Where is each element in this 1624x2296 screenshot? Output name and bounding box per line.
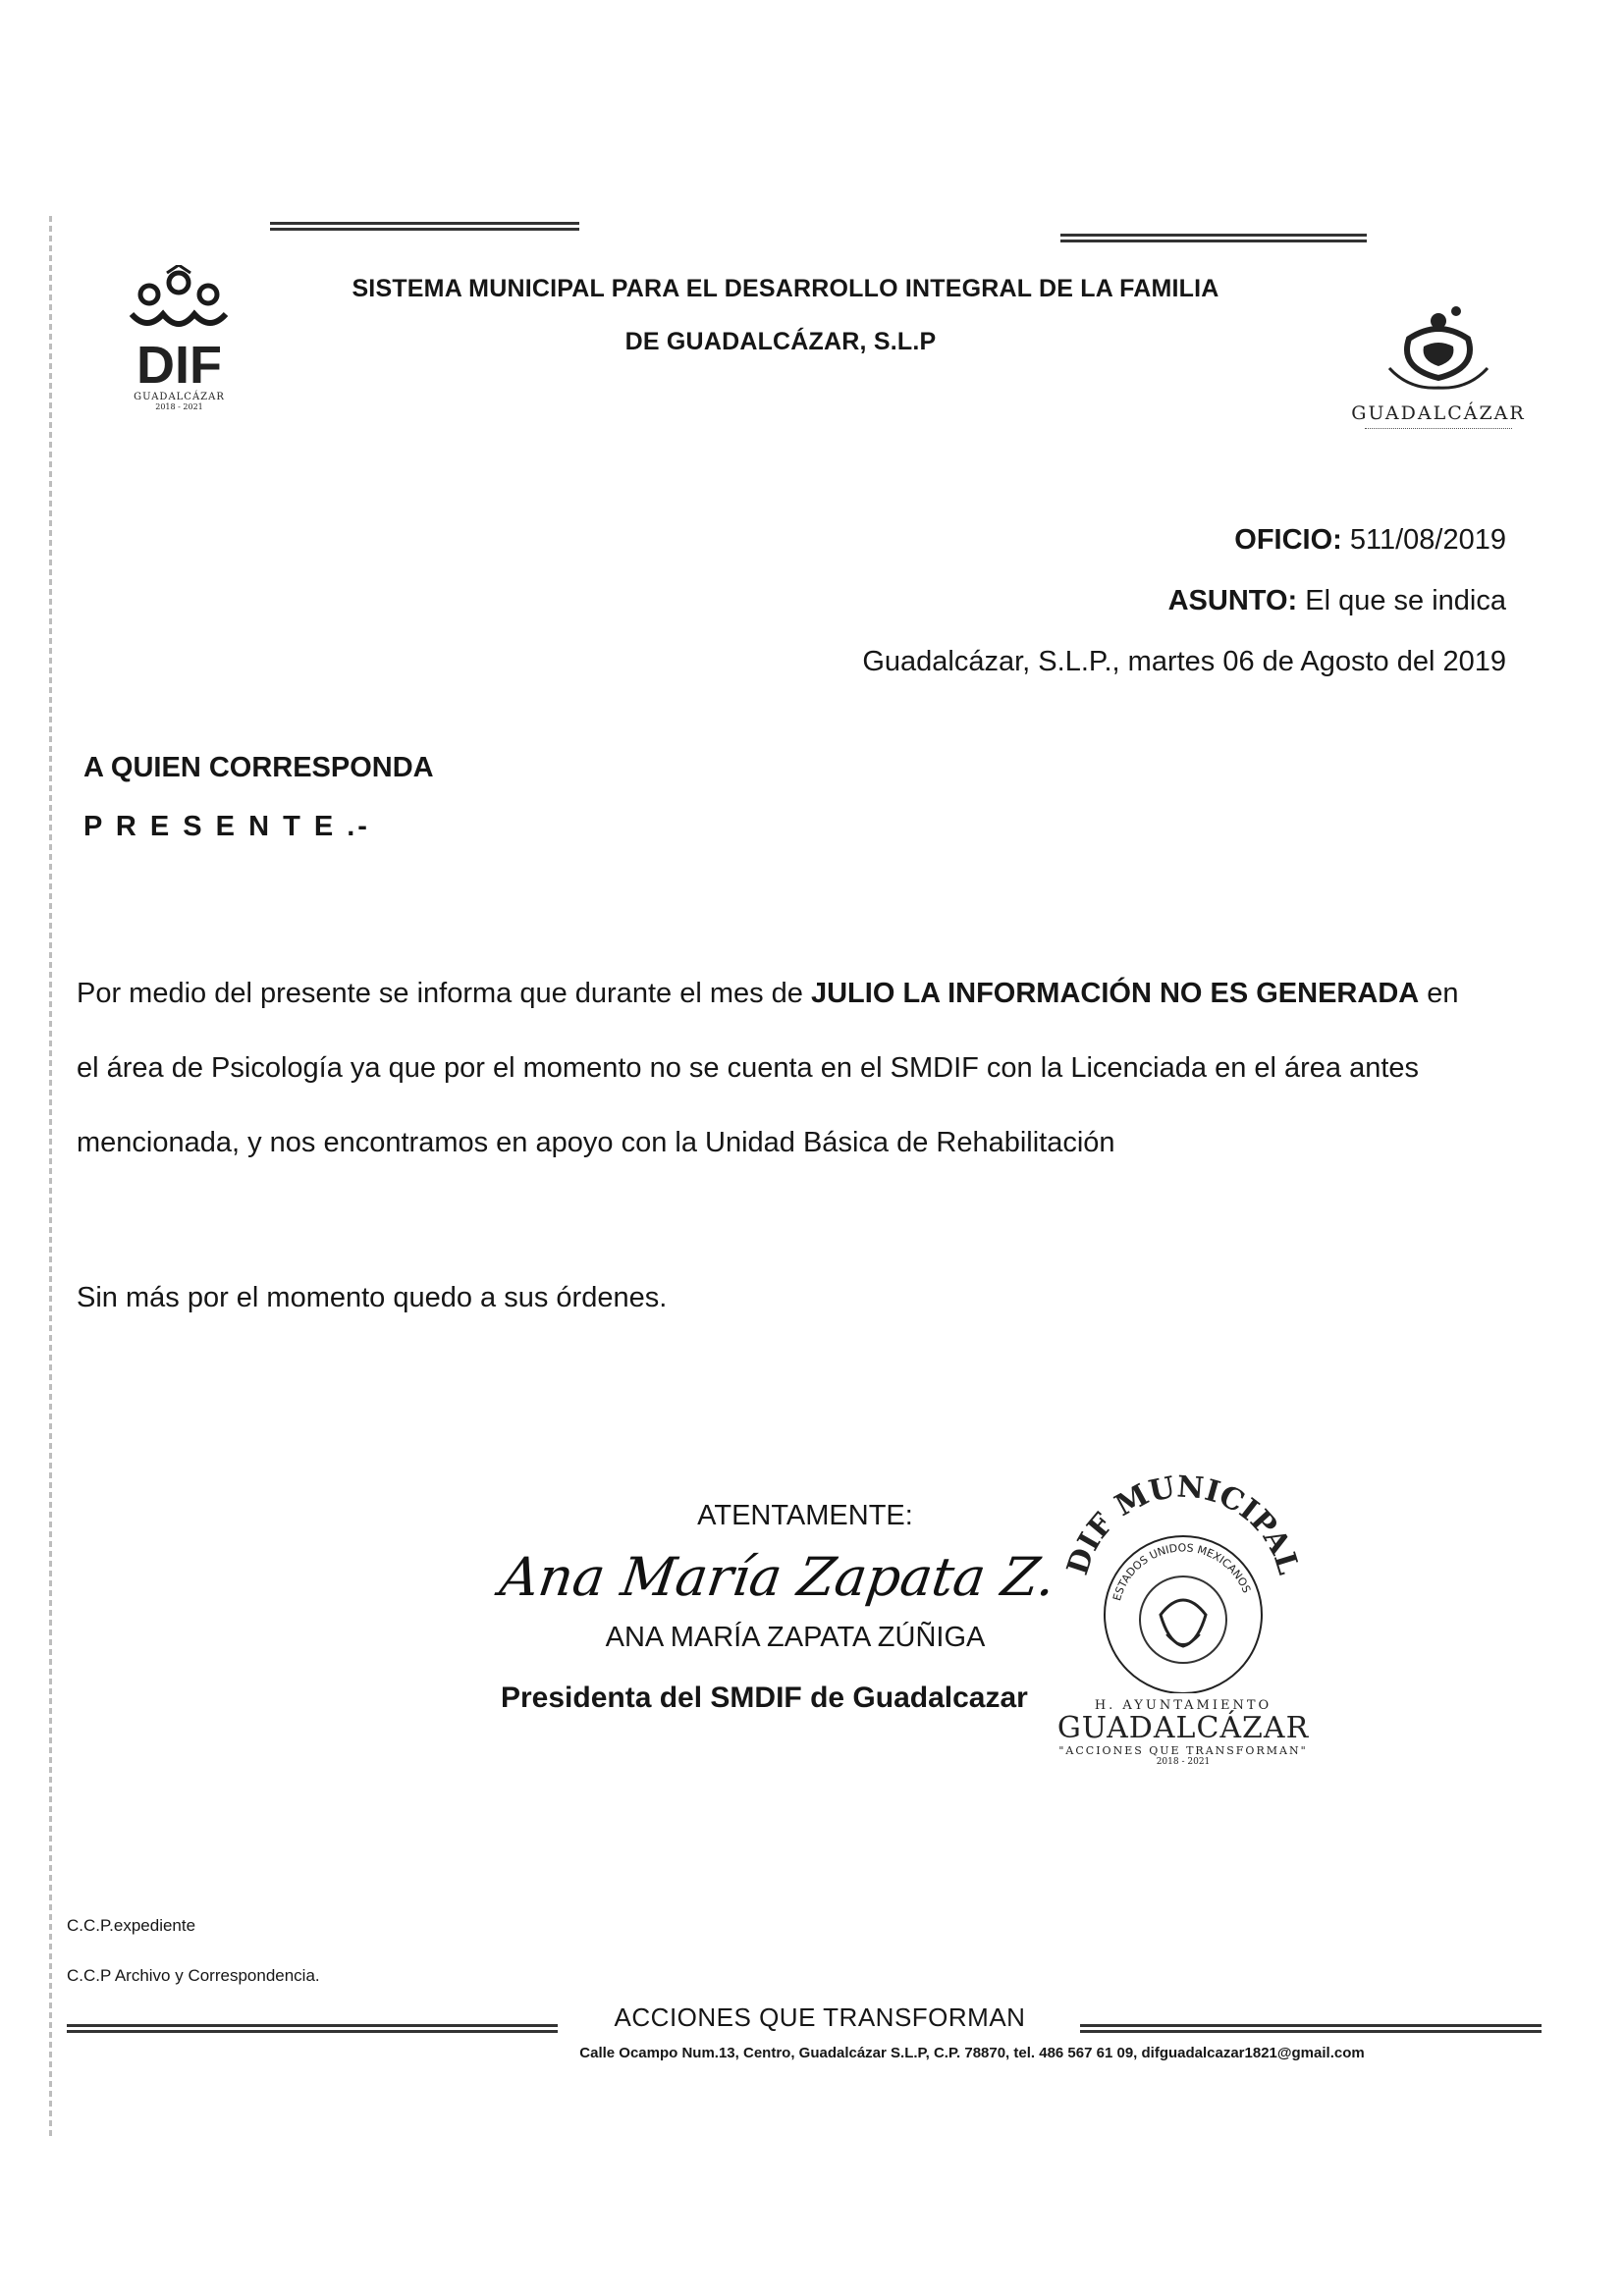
- handwritten-signature: Ana María Zapata Z.: [496, 1546, 1059, 1608]
- asunto-label: ASUNTO:: [1167, 585, 1298, 616]
- guadalcazar-logo: [1350, 299, 1527, 447]
- place-date: Guadalcázar, S.L.P., martes 06 de Agosto del 2019: [862, 646, 1506, 677]
- guadalcazar-logo-place: GUADALCÁZAR: [1351, 402, 1526, 424]
- dif-logo-place: GUADALCÁZAR: [134, 392, 225, 402]
- dif-logo: [118, 265, 241, 422]
- seal-arc-text: DIF MUNICIPAL: [1060, 1469, 1306, 1579]
- asunto-line: [1168, 585, 1506, 617]
- oficio-label: OFICIO:: [1234, 524, 1342, 556]
- footer-rule-right: [1080, 2024, 1542, 2033]
- footer-motto: ACCIONES QUE TRANSFORMAN: [614, 2002, 1026, 2032]
- official-seal: [1051, 1468, 1316, 1782]
- oficio-value: 511/08/2019: [1349, 524, 1506, 556]
- logo-underline: [1365, 428, 1512, 429]
- asunto-value: El que se indica: [1305, 585, 1506, 616]
- body-highlight: JULIO LA INFORMACIÓN NO ES GENERADA: [810, 978, 1420, 1009]
- signer-name: ANA MARÍA ZAPATA ZÚÑIGA: [605, 1622, 986, 1653]
- oficio-line: [1234, 524, 1506, 557]
- body-intro: Por medio del presente se informa que durante el mes de: [77, 978, 811, 1009]
- footer-rule-left: [67, 2024, 558, 2033]
- header-rule-left: [270, 222, 579, 231]
- seal-inner-text: ESTADOS UNIDOS MEXICANOS: [1110, 1541, 1254, 1603]
- ccp-archivo: C.C.P Archivo y Correspondencia.: [67, 1966, 320, 1985]
- seal-place: GUADALCÁZAR: [1056, 1711, 1310, 1745]
- body-rest: en el área de Psicología ya que por el momento no se cuenta en el SMDIF con la Licenciada en el área antes mencionada, y nos encontramos en apoyo con la Unidad Básica de Rehabilitación: [77, 978, 1459, 1158]
- dif-logo-name: DIF: [136, 336, 222, 395]
- ccp-expediente: C.C.P.expediente: [67, 1916, 196, 1935]
- recipient: A QUIEN CORRESPONDA: [83, 752, 434, 783]
- signer-role: Presidenta del SMDIF de Guadalcazar: [501, 1682, 1028, 1714]
- seal-period: 2018 - 2021: [1156, 1757, 1211, 1767]
- institution-title-line2: DE GUADALCÁZAR, S.L.P: [624, 328, 937, 355]
- header-rule-right: [1060, 234, 1367, 242]
- closing-line: Sin más por el momento quedo a sus órdenes.: [77, 1282, 668, 1313]
- body-paragraph: [77, 956, 1481, 1180]
- dif-logo-period: 2018 - 2021: [155, 402, 203, 411]
- seal-motto: "ACCIONES QUE TRANSFORMAN": [1058, 1744, 1308, 1757]
- salutation: ATENTAMENTE:: [697, 1500, 913, 1531]
- dif-family-icon: [118, 265, 241, 334]
- scan-edge: [49, 216, 52, 2140]
- seal-ayuntamiento: H. AYUNTAMIENTO: [1094, 1698, 1272, 1713]
- institution-title-line1: SISTEMA MUNICIPAL PARA EL DESARROLLO INTEGRAL DE LA FAMILIA: [352, 275, 1219, 302]
- presente: P R E S E N T E .-: [83, 811, 370, 842]
- guadalcazar-emblem-icon: [1350, 299, 1527, 398]
- footer-address: Calle Ocampo Num.13, Centro, Guadalcázar S.L.P, C.P. 78870, tel. 486 567 61 09, difguadalcazar1821@gmail.com: [579, 2045, 1365, 2061]
- seal-emblem-icon: [1051, 1468, 1316, 1693]
